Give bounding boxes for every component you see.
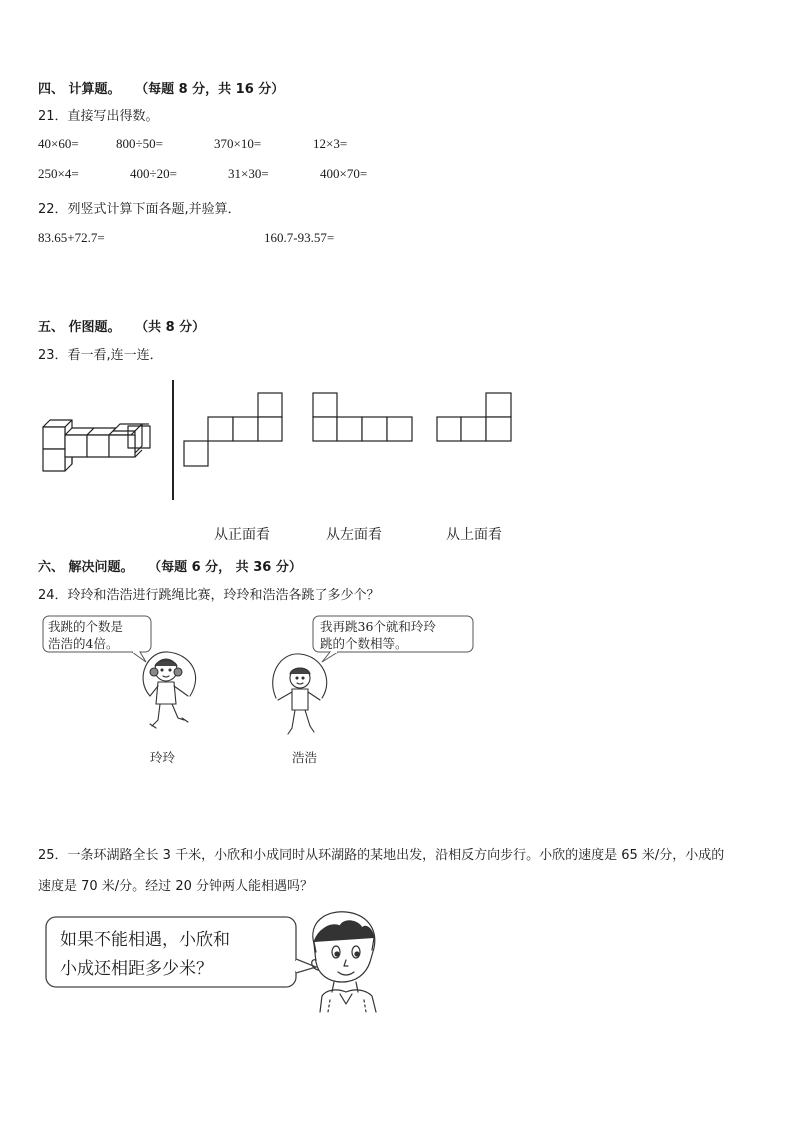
section-4-heading <box>38 78 284 97</box>
view-label: 从正面看 <box>214 527 270 543</box>
view-grid-front <box>183 392 283 468</box>
calc-expression: 370×10= <box>214 136 262 151</box>
bubble-right-text: 我再跳36个就和玲玲 跳的个数相等。 <box>320 619 436 651</box>
view-label: 从上面看 <box>446 527 502 543</box>
question-22-prompt: 22．列竖式计算下面各题,并验算． <box>38 202 241 217</box>
section-6-heading <box>38 556 302 575</box>
section-6-score: （每题 6 分， 共 36 分） <box>148 560 302 575</box>
calc-expression: 31×30= <box>228 166 269 181</box>
boy-jump-rope-illustration <box>262 652 342 744</box>
question-25-line-2: 速度是 70 米/分。经过 20 分钟两人能相遇吗？ <box>38 879 313 894</box>
section-4-score: （每题 8 分，共 16 分） <box>135 82 285 97</box>
calc-expression: 400×70= <box>320 166 368 181</box>
calc-expression: 800÷50= <box>116 136 163 151</box>
calc-expression: 400÷20= <box>130 166 177 181</box>
vertical-calc-expression: 83.65+72.7= <box>38 230 105 245</box>
question-23-prompt: 23．看一看,连一连． <box>38 348 163 363</box>
question-24-prompt: 24．玲玲和浩浩进行跳绳比赛，玲玲和浩浩各跳了多少个？ <box>38 588 380 603</box>
character-name-left: 玲玲 <box>150 750 176 765</box>
view-grid-top <box>436 392 514 444</box>
vertical-calc-expression: 160.7-93.57= <box>264 230 335 245</box>
bubble-q25-text: 如果不能相遇，小欣和 小成还相距多少米？ <box>60 930 230 979</box>
calc-expression: 40×60= <box>38 136 79 151</box>
character-name-right: 浩浩 <box>292 750 318 765</box>
section-5-title: 五、 作图题。 <box>38 320 121 335</box>
view-label: 从左面看 <box>326 527 382 543</box>
section-4-title: 四、 计算题。 <box>38 82 121 97</box>
question-25-line-1: 25．一条环湖路全长 3 千米，小欣和小成同时从环湖路的某地出发，沿相反方向步行。小欣的速度是 65 米/分，小成的 <box>38 848 725 863</box>
boy-portrait-illustration <box>300 908 384 1012</box>
bubble-left-text: 我跳的个数是 浩浩的4倍。 <box>48 619 124 651</box>
calc-expression: 12×3= <box>313 136 348 151</box>
section-6-title: 六、 解决问题。 <box>38 560 134 575</box>
section-5-score: （共 8 分） <box>135 320 206 335</box>
view-grid-left <box>312 392 414 444</box>
figure-divider <box>172 380 174 500</box>
calc-expression: 250×4= <box>38 166 79 181</box>
cube-solid-figure <box>40 412 155 470</box>
girl-jump-rope-illustration <box>128 648 210 744</box>
section-5-heading <box>38 316 205 335</box>
question-21-prompt: 21．直接写出得数。 <box>38 109 159 124</box>
